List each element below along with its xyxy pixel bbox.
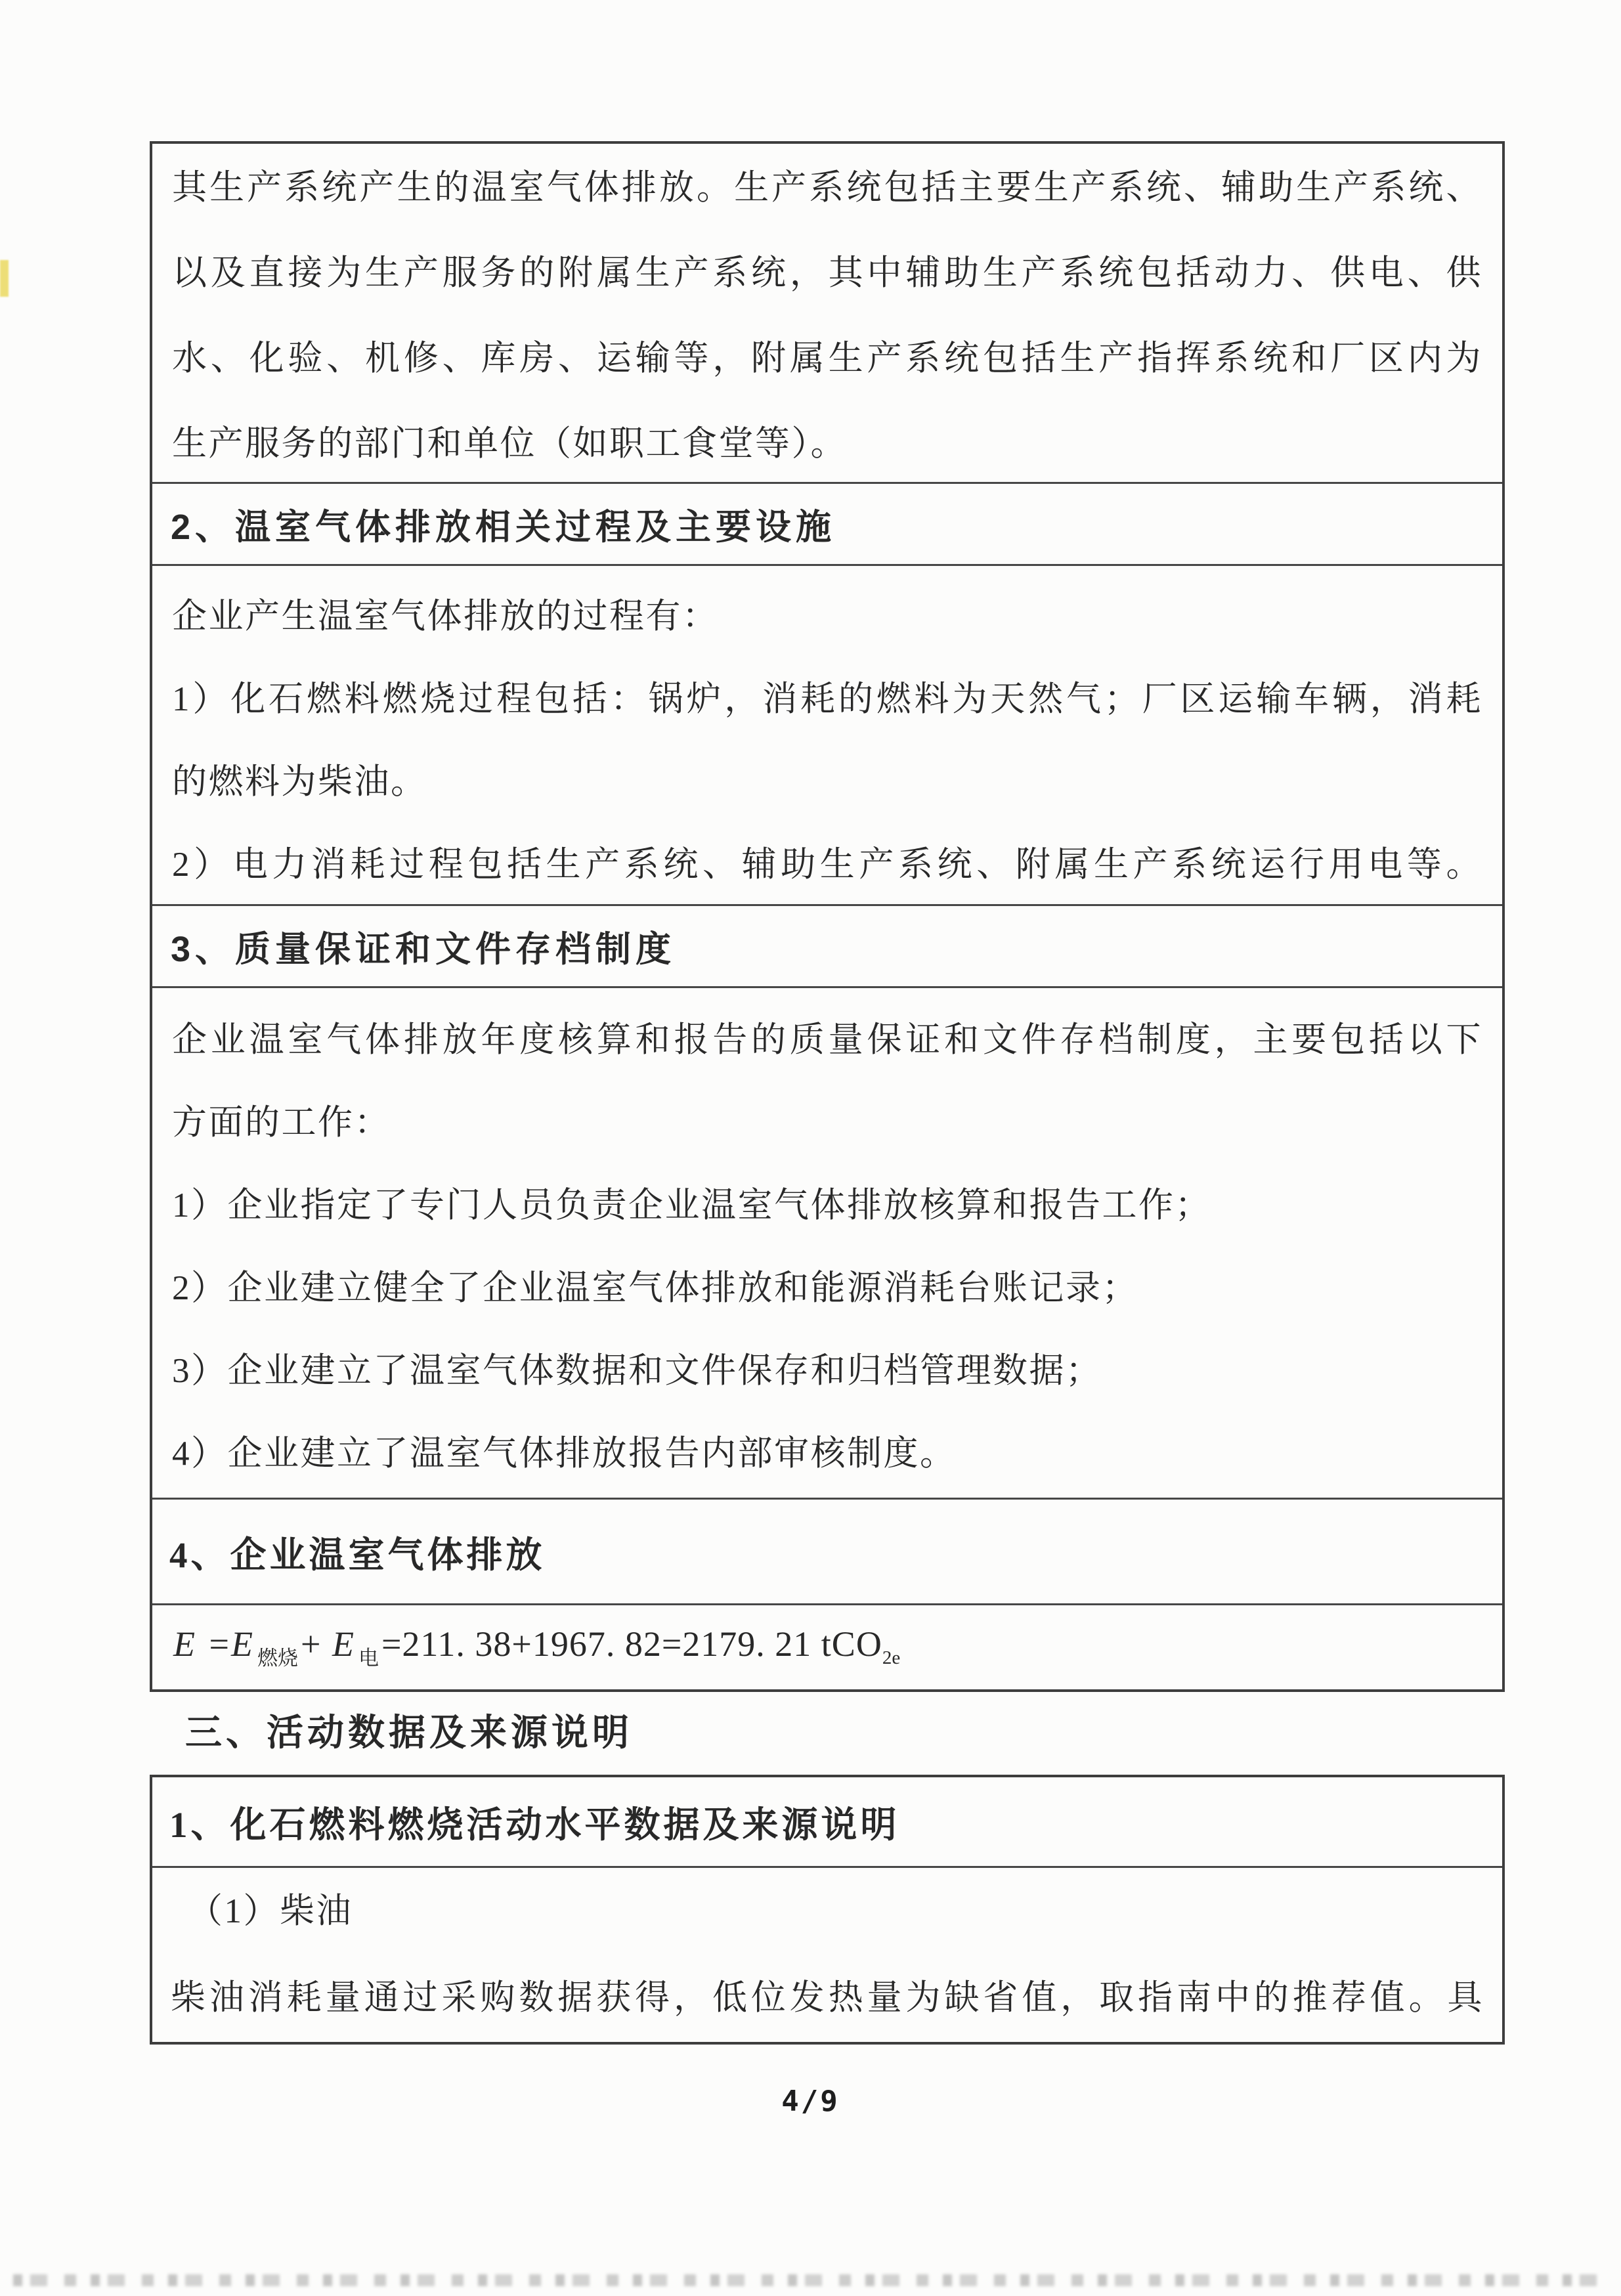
section-header-label: 1、化石燃料燃烧活动水平数据及来源说明 [169,1805,900,1845]
section-heading-label: 三、活动数据及来源说明 [185,1713,633,1754]
paragraph-line: 4）企业建立了温室气体排放报告内部审核制度。 [172,1435,957,1473]
section-header-row-4 [152,1500,1502,1605]
content-table-main [150,141,1505,1692]
table-row-paragraph-continued [152,144,1502,484]
table-row-diesel [152,1868,1502,2042]
page-number-label: 4/9 [781,2084,840,2118]
scan-artifact-yellow-dash [0,260,9,297]
paragraph-line: 企业温室气体排放年度核算和报告的质量保证和文件存档制度，主要包括以下 [172,1021,1482,1059]
paragraph-line: 3）企业建立了温室气体数据和文件保存和归档管理数据； [172,1352,1102,1390]
paragraph-line: 以及直接为生产服务的附属生产系统，其中辅助生产系统包括动力、供电、供 [172,254,1482,292]
formula-subscript-co2e: 2e [882,1647,901,1668]
paragraph-line: 生产服务的部门和单位（如职工食堂等）。 [172,425,847,463]
section-header-label: 3、质量保证和文件存档制度 [171,929,676,969]
content-table-activity-data [150,1775,1505,2045]
paragraph-line: 1）化石燃料燃烧过程包括：锅炉，消耗的燃料为天然气；厂区运输车辆，消耗 [172,680,1482,718]
formula-subscript-combustion: 燃烧 [257,1647,298,1670]
paragraph-line: （1）柴油 [188,1892,353,1930]
paragraph-line: 2）电力消耗过程包括生产系统、辅助生产系统、附属生产系统运行用电等。 [172,846,1482,884]
formula-e-symbol: E [173,1624,196,1664]
section-heading-activity-data [185,1702,633,1758]
page-number [0,2083,1621,2119]
paragraph-line: 方面的工作： [172,1104,391,1142]
formula-operator: = [200,1624,230,1664]
paragraph-line: 柴油消耗量通过采购数据获得，低位发热量为缺省值，取指南中的推荐值。具 [171,1979,1484,2017]
formula-e-symbol: E [230,1624,253,1664]
emissions-formula [172,1624,903,1671]
section-header-row-2 [152,484,1502,566]
section-header-row-fossil-fuel [152,1777,1502,1868]
paragraph-line: 其生产系统产生的温室气体排放。生产系统包括主要生产系统、辅助生产系统、 [172,169,1482,207]
scan-bleed-noise [13,2274,1605,2286]
paragraph-line: 的燃料为柴油。 [172,763,427,801]
paragraph-line: 2）企业建立健全了企业温室气体排放和能源消耗台账记录； [172,1269,1138,1307]
formula-e-symbol: E [332,1624,355,1664]
paragraph-line: 水、化验、机修、库房、运输等，附属生产系统包括生产指挥系统和厂区内为 [172,339,1482,378]
formula-values: =211. 38+1967. 82=2179. 21 tCO [381,1624,882,1664]
paragraph-line: 1）企业指定了专门人员负责企业温室气体排放核算和报告工作； [172,1186,1211,1224]
section-header-label: 2、温室气体排放相关过程及主要设施 [171,507,836,547]
table-row-emission-processes [152,566,1502,906]
section-header-row-3 [152,906,1502,988]
table-row-total-emissions [152,1605,1502,1689]
section-header-label: 4、企业温室气体排放 [169,1534,546,1575]
table-row-quality-assurance [152,988,1502,1500]
formula-operator: + [300,1624,331,1664]
formula-subscript-electricity: 电 [358,1647,379,1670]
paragraph-line: 企业产生温室气体排放的过程有： [172,597,719,636]
